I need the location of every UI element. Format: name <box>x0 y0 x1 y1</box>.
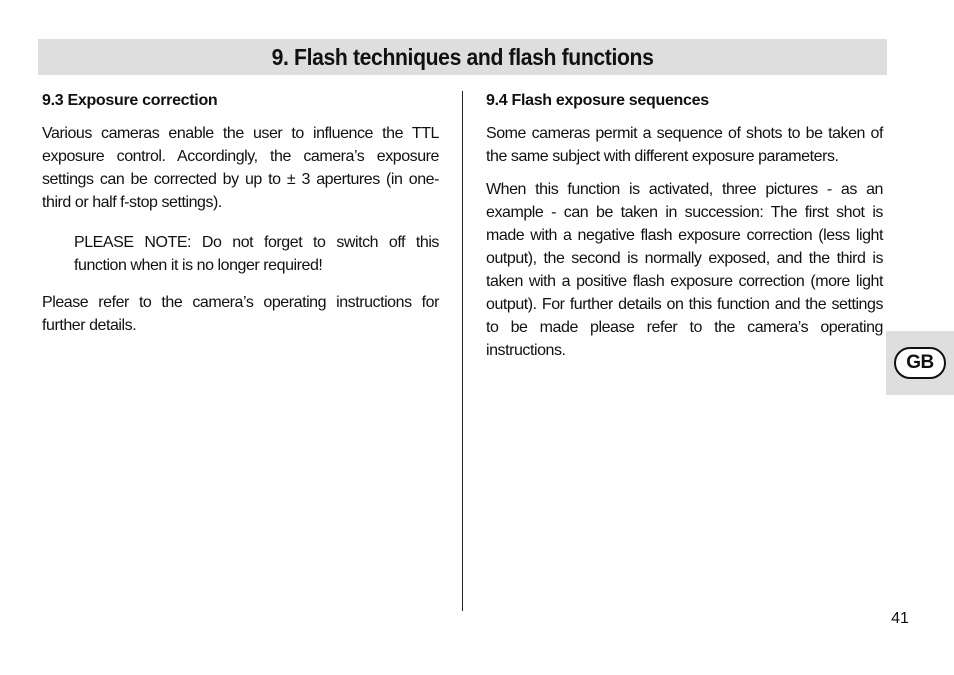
section-heading-flash-exposure-sequences: 9.4 Flash exposure sequences <box>486 92 709 109</box>
section-heading-exposure-correction: 9.3 Exposure correction <box>42 92 218 109</box>
section-paragraph: Please refer to the camera’s operating instructions for further details. <box>42 294 439 334</box>
section-flash-exposure-sequences <box>486 90 883 362</box>
language-badge: GB <box>894 347 946 379</box>
section-paragraph: When this function is activated, three pictures - as an example - can be taken in succession: The first shot is made with a negative flash exposure correction (less light output), the second is normally exposed, and the third is taken with a positive flash exposure correction (more light output). For further details on this function and the settings to be made please refer to the camera’s operating instructions. <box>486 181 883 359</box>
chapter-title: 9. Flash techniques and flash functions <box>271 43 654 70</box>
chapter-title-bar <box>38 39 887 75</box>
please-note-paragraph: PLEASE NOTE: Do not forget to switch off this function when it is no longer required! <box>74 234 439 274</box>
page-number: 41 <box>891 610 909 627</box>
column-divider <box>462 91 463 611</box>
section-paragraph: Various cameras enable the user to influence the TTL exposure control. Accordingly, the camera’s exposure settings can be corrected by up to ± 3 apertures (in one-third or half f-stop settings). <box>42 125 439 211</box>
language-tab <box>886 331 954 395</box>
section-paragraph: Some cameras permit a sequence of shots to be taken of the same subject with different exposure parameters. <box>486 125 883 165</box>
section-exposure-correction <box>42 90 439 337</box>
